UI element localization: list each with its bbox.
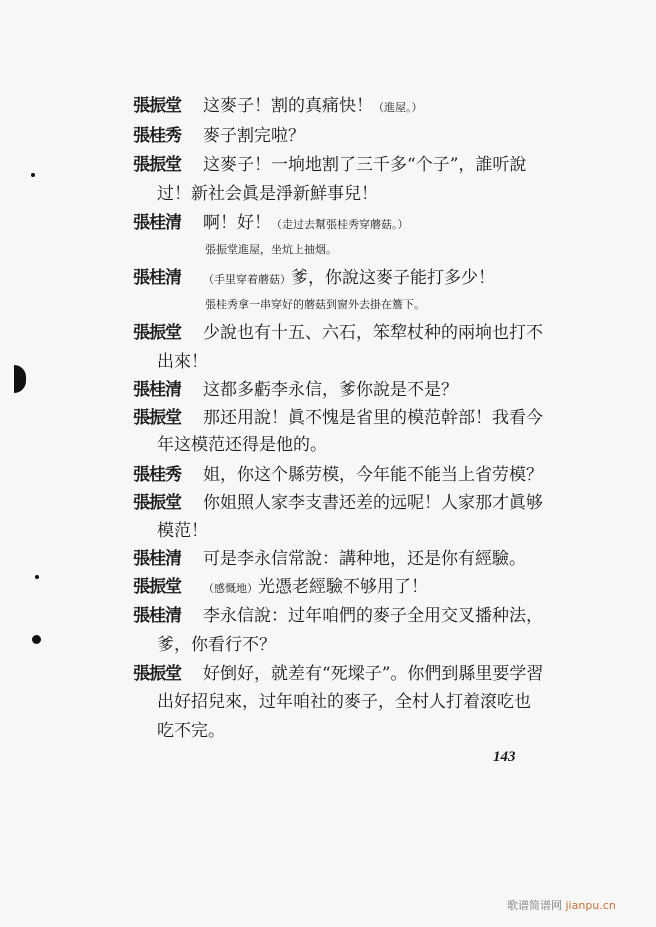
speaker-name: 張振堂 — [133, 96, 181, 116]
dialogue-text: 这麥子！一垧地割了三千多“个子”，誰听說 — [203, 155, 527, 175]
dialogue-continuation: 年这模范还得是他的。 — [157, 435, 327, 455]
speaker-name: 張桂清 — [133, 380, 181, 400]
dialogue-continuation: 出來！ — [157, 352, 208, 372]
dialogue-line — [133, 664, 543, 684]
stage-direction: （進屋。） — [373, 101, 423, 114]
speaker-name: 張振堂 — [133, 493, 181, 513]
speaker-name: 張桂清 — [133, 268, 181, 288]
dialogue-text: 麥子割完啦？ — [203, 126, 305, 146]
watermark-site: jianpu.cn — [565, 899, 616, 912]
binder-hole-mark — [32, 635, 41, 644]
dialogue-continuation: 爹，你看行不？ — [157, 635, 276, 655]
dialogue-text: 姐，你这个縣劳模，今年能不能当上省劳模？ — [203, 465, 543, 485]
dialogue-text: 这麥子！割的真痛快！ — [203, 96, 373, 116]
stage-direction: （手里穿着蘑菇） — [203, 273, 291, 286]
dialogue-continuation: 过！新社会眞是淨新鮮事兒！ — [157, 184, 378, 204]
stage-direction-line: 張桂秀拿一串穿好的蘑菇到窗外去掛在簷下。 — [205, 298, 425, 311]
dialogue-line — [133, 213, 409, 235]
speaker-name: 張桂秀 — [133, 465, 181, 485]
dialogue-text: 光憑老經驗不够用了！ — [258, 577, 428, 597]
speaker-name: 張桂清 — [133, 606, 181, 626]
stage-direction-line: 張振堂進屋，坐炕上抽烟。 — [205, 243, 337, 256]
speaker-name: 張振堂 — [133, 664, 181, 684]
speaker-name: 張振堂 — [133, 577, 181, 597]
dialogue-line — [133, 606, 543, 626]
dialogue-line — [133, 577, 428, 599]
dialogue-text: 爹，你說这麥子能打多少！ — [291, 268, 495, 288]
dialogue-line — [133, 96, 423, 118]
watermark-label: 歌谱简谱网 — [507, 899, 562, 912]
dialogue-text: 少說也有十五、六石，笨犂杖种的兩垧也打不 — [203, 323, 543, 343]
dialogue-text: 好倒好，就差有“死墚子”。你們到縣里要学習 — [203, 664, 544, 684]
speaker-name: 張振堂 — [133, 408, 181, 428]
speaker-name: 張桂秀 — [133, 126, 181, 146]
dialogue-line — [133, 155, 526, 175]
dialogue-text: 那还用說！眞不愧是省里的模范幹部！我看今 — [203, 408, 543, 428]
dialogue-line — [133, 493, 543, 513]
speaker-name: 張振堂 — [133, 155, 181, 175]
binder-hole-mark — [31, 173, 35, 177]
watermark — [507, 897, 616, 913]
binder-hole-mark — [14, 365, 26, 393]
dialogue-line — [133, 465, 543, 485]
dialogue-text: 你姐照人家李支書还差的远呢！人家那才眞够 — [203, 493, 543, 513]
dialogue-continuation: 吃不完。 — [157, 721, 225, 741]
dialogue-line — [133, 323, 543, 343]
dialogue-line — [133, 126, 305, 146]
dialogue-line — [133, 408, 543, 428]
dialogue-line — [133, 268, 495, 290]
speaker-name: 張振堂 — [133, 323, 181, 343]
dialogue-line — [133, 549, 526, 569]
speaker-name: 張桂清 — [133, 549, 181, 569]
dialogue-text: 这都多虧李永信，爹你說是不是？ — [203, 380, 458, 400]
stage-direction: （感慨地） — [203, 582, 258, 595]
dialogue-line — [133, 380, 458, 400]
page-number: 143 — [493, 749, 516, 765]
speaker-name: 張桂清 — [133, 213, 181, 233]
binder-hole-mark — [35, 575, 39, 579]
dialogue-text: 啊！好！ — [203, 213, 271, 233]
dialogue-continuation: 出好招兒來，过年咱社的麥子，全村人打着滾吃也 — [157, 692, 531, 712]
dialogue-text: 李永信說：过年咱們的麥子全用交叉播种法， — [203, 606, 543, 626]
dialogue-text: 可是李永信常說：講种地，还是你有經驗。 — [203, 549, 526, 569]
dialogue-continuation: 模范！ — [157, 521, 208, 541]
stage-direction: （走过去幫張桂秀穿蘑菇。） — [271, 218, 409, 231]
